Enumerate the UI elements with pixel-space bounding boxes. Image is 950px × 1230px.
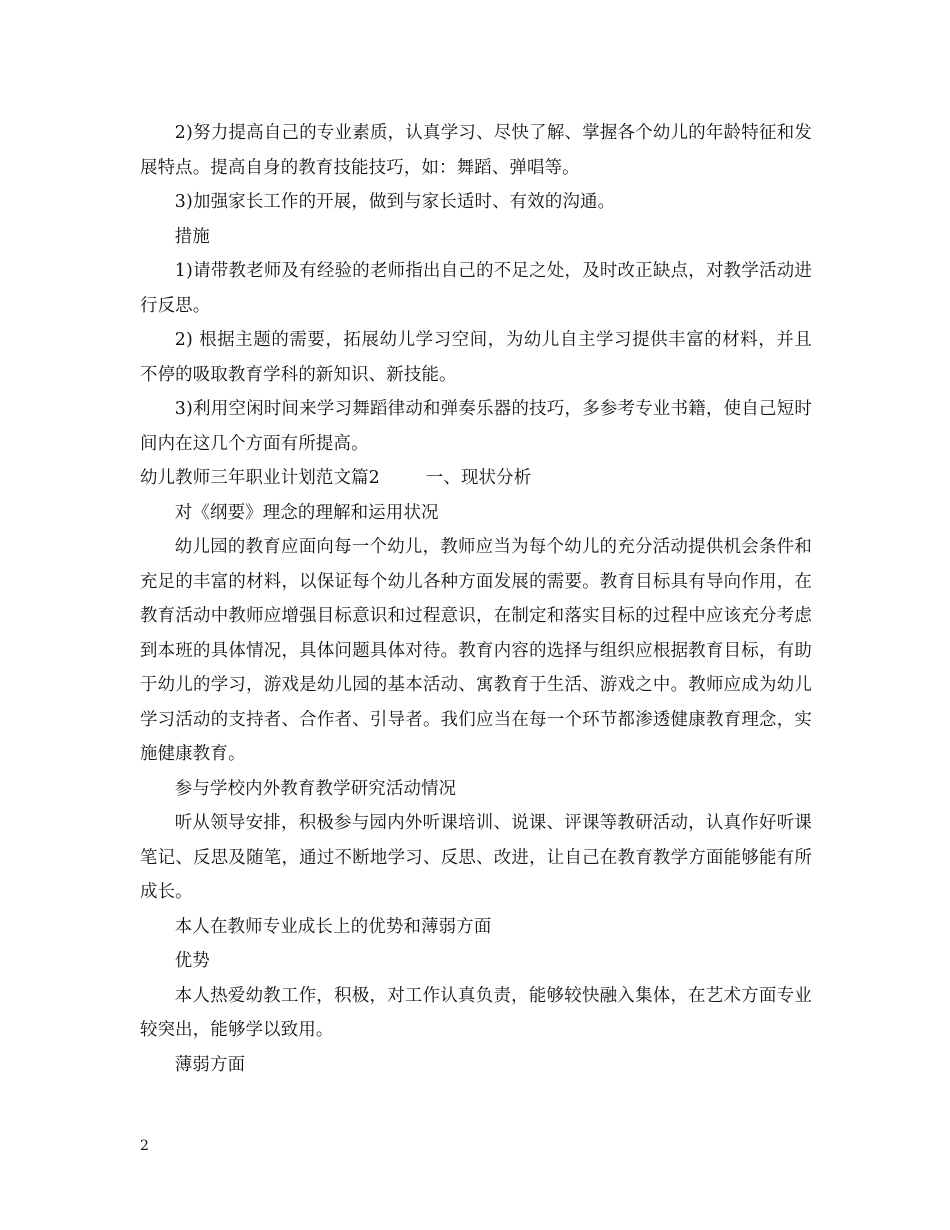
paragraph: 3)加强家长工作的开展，做到与家长适时、有效的沟通。 xyxy=(174,192,616,212)
paragraph: 3)利用空闲时间来学习舞蹈律动和弹奏乐器的技巧，多参考专业书籍，使自己短时间内在这几个方面有所提高。 xyxy=(140,399,812,454)
document-body xyxy=(140,116,812,1082)
section-heading: 参与学校内外教育教学研究活动情况 xyxy=(174,778,457,799)
paragraph: 2) 根据主题的需要，拓展幼儿学习空间，为幼儿自主学习提供丰富的材料，并且不停的吸取教育学科的新知识、新技能。 xyxy=(140,330,812,385)
section-heading: 优势 xyxy=(174,951,210,971)
section-heading: 措施 xyxy=(174,226,210,247)
section-heading: 薄弱方面 xyxy=(174,1054,246,1075)
paragraph: 本人热爱幼教工作，积极，对工作认真负责，能够较快融入集体，在艺术方面专业较突出，能够学以致用。 xyxy=(140,985,812,1040)
paragraph: 1)请带教老师及有经验的老师指出自己的不足之处，及时改正缺点，对教学活动进行反思。 xyxy=(140,261,812,316)
paragraph: 听从领导安排，积极参与园内外听课培训、说课、评课等教研活动，认真作好听课笔记、反思及随笔，通过不断地学习、反思、改进，让自己在教育教学方面能够能有所成长。 xyxy=(140,813,812,902)
paragraph: 幼儿园的教育应面向每一个幼儿，教师应当为每个幼儿的充分活动提供机会条件和充足的丰富的材料，以保证每个幼儿各种方面发展的需要。教育目标具有导向作用，在教育活动中教师应增强目标意识和过程意识，在制定和落实目标的过程中应该充分考虑到本班的具体情况，具体问题具体对待。教育内容的选择与组织应根据教育目标，有助于幼儿的学习，游戏是幼儿园的基本活动、寓教育于生活、游戏之中。教师应成为幼儿学习活动的支持者、合作者、引导者。我们应当在每一个环节都渗透健康教育理念，实施健康教育。 xyxy=(140,537,812,764)
section-heading: 对《纲要》理念的理解和运用状况 xyxy=(174,502,439,523)
section-heading: 本人在教师专业成长上的优势和薄弱方面 xyxy=(174,916,492,937)
page-number: 2 xyxy=(140,1138,149,1154)
paragraph: 2)努力提高自己的专业素质，认真学习、尽快了解、掌握各个幼儿的年龄特征和发展特点。提高自身的教育技能技巧，如：舞蹈、弹唱等。 xyxy=(140,123,812,178)
article-title: 幼儿教师三年职业计划范文篇2 一、现状分析 xyxy=(140,468,532,488)
